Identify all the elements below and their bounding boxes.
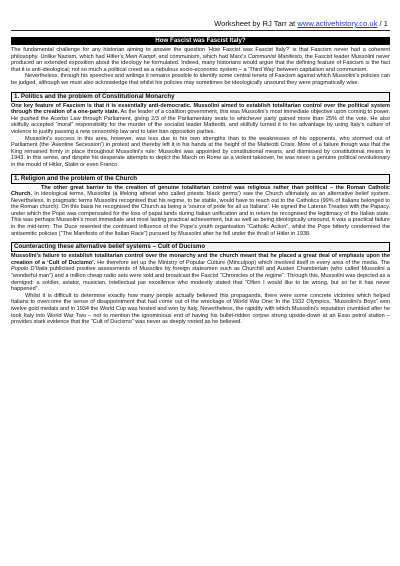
ducismo-paragraph-2: Whilst it is difficult to determine exactly how many people actually believed this propaganda, there were some concrete victories which helped Italians to overcome the sense of disappointment that had come out of the wreckage of World War One: In the 1932 Olympics, “Mussolini’s Boys” won twelve gold medals and in 1934 the World Cup was hosted and won by Italy. Nevertheless, the rapidity with which Mussolini’s reputation crumbled after he took Italy into World War Two – not to mention the ignominious end of having his bullet-ridden corpse strung upside-down at an Esso petrol station – provides stark evidence that the “Cult of Ducismo” was never as deeply rooted as he believed. — [11, 292, 390, 326]
religion-paragraph-1: The other great barrier to the creation of genuine totalitarian control was religious rather than political – the Roman Catholic Church. In ideological terms, Mussolini (a lifelong atheist who called priests ‘black germs’) saw the Church ultimately as an alternative belief system. Nevertheless, in pragmatic terms Mussolini recognised that his regime, to be stable, would have to reach out to the Catholics (99% of Italians belonged to the Roman church). On this basis he recognised the Church as being a ‘source of pride for all us Italians’. He signed the Lateran Treaties with the Papacy, under which the Pope was compensated for the loss of papal lands during Italian unification and in return he recognised the legitimacy of the Italian state. This was perhaps Mussolini’s most immediate and most lasting practical achievement, but as well as being ideologically unsound, it was a practical failure in the mid-term: The Duce resented the continued influence of the Pope’s youth organisation “Catholic Action”, whilst the Pope bitterly condemned the antisemitic policies (“The Manifesto of the Italian Race”) pursued by Mussolini after he fell under the thrall of Hitler in 1938. — [11, 184, 390, 237]
page-header — [11, 19, 390, 31]
politics-paragraph-1: One key feature of Fascism is that it is essentially anti-democratic. Mussolini aimed to establish totalitarian control over the political system through the creation of a one-party state. As the leader of a coalition government, this was Mussolini’s most immediate objective upon coming to power. He pushed the Acerbo Law through Parliament, giving 2/3 of the Parliamentary seats to whichever party gained more than 25% of the vote. He also skilfully accepted “moral” responsibility for the murder of the socialist leader Matteotti, and skilfully turned it to his advantage by using Italy’s culture of violence to justify passing a new censorship law and to later ban opposition parties. — [11, 102, 390, 135]
politics-paragraph-2: Mussolini’s success in this area, however, was less due to his own strengths than to the weaknesses of his opponents, who stormed out of Parliament (the ‘Aventine Secession’) in protest and thereby left it in his hands at the height of the Matteotti Crisis. More of a failure though was that the King remained firmly in place throughout Mussolini’s rule: Mussolini was appointed by constitutional means, and dismissed by constitutional means in 1943. In this sense, and despite his desperate attempts to depict the March on Rome as a violent takeover, he was never a genuine political revolutionary in the mould of Hitler, Stalin or even Franco. — [11, 135, 390, 168]
worksheet-title: How Fascist was Fascist Italy? — [11, 37, 390, 45]
section-heading-politics: 1. Politics and the problem of Constitutional Monarchy — [11, 92, 390, 102]
intro-paragraph-1: The fundamental challenge for any historian aiming to answer the question ‘How Fascist was Fascist Italy?’ is that Fascism never had a coherent philosophy. Unlike Nazism, which had Hitler’s Mein Kampf, and communism, which had Marx’s Communist Manifesto, the Fascist leader Mussolini never produced an extended exposition about the ideology he formulated. Indeed, many historians would argue that the defining feature of Fascism is the fact that it is anti-ideological; not so much a political creed as a nebulous socio-economic system – a ‘Third Way’ between capitalism and communism. — [11, 47, 390, 73]
mein-kampf-title: Mein Kampf — [125, 53, 156, 60]
popolo-ditalia-title: Popolo D’Italia — [11, 266, 48, 273]
section-heading-religion: 1. Religion and the problem of the Church — [11, 174, 390, 184]
intro-paragraph-2: Nevertheless, through his speeches and writings it remains possible to identify some central tenets of Fascism against which Mussolini’s policies can be judged, although we must also acknowledge that whilst his policies may sometimes be ideologically unsound they were pragmatically wise. — [11, 73, 390, 86]
religion-lead-sentence: The other great barrier to the creation of genuine totalitarian control was religious rather than political – the Roman Catholic Church. — [11, 184, 390, 198]
page-number: / 1 — [377, 19, 388, 28]
ducismo-paragraph-1: Mussolini’s failure to establish totalitarian control over the monarchy and the church meant that he placed a great deal of emphasis upon the creation of a ‘Cult of Ducismo’. He therefore set up the Ministry of Popular Culture (Minculpop) which involved itself in every area of the media. The Popolo D’Italia publicised positive assessments of Mussolini by foreign statesmen such as Churchill and Austen Chamberlain (who called Mussolini a “wonderful man”) and a million cheap radio sets were sold and broadcast the Fascist “Chronicles of the regime”. Through this, Mussolini was depicted as a demigod: a soldier, aviator, musician, intellectual par excellence who modestly stated that “Often I would like to be wrong, but so far it has never happened”. — [11, 253, 391, 293]
website-link[interactable]: www.activehistory.co.uk — [297, 19, 378, 28]
communist-manifesto-title: Communist Manifesto — [247, 53, 302, 60]
ducismo-lead-sentence: Mussolini’s failure to establish totalitarian control over the monarchy and the church meant that he placed a great deal of emphasis upon the creation of a ‘Cult of Ducismo’. — [11, 253, 390, 266]
politics-lead-sentence: One key feature of Fascism is that it is essentially anti-democratic. Mussolini aimed to establish totalitarian control over the political system through the creation of a one-party state. — [11, 102, 390, 116]
section-heading-ducismo: Counteracting these alternative belief systems – Cult of Ducismo — [11, 242, 390, 252]
header-prefix: Worksheet by RJ Tarr at — [214, 19, 298, 28]
